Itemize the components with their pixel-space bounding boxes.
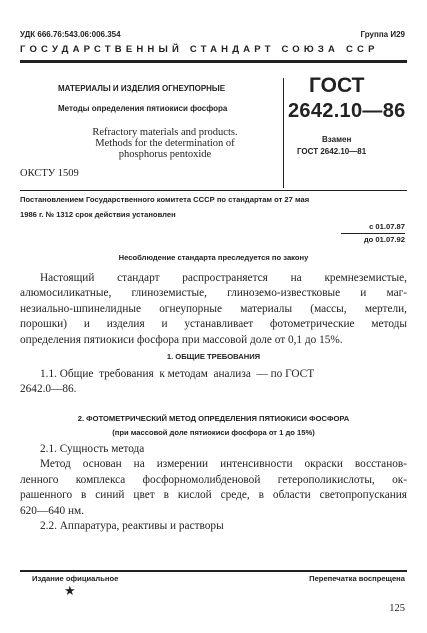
subtitle-ru: Методы определения пятиокиси фосфора bbox=[58, 104, 228, 113]
section-2-line: ленного комплекса фосфорномолибденовой гетерополикислоты, ок- bbox=[20, 473, 407, 486]
section-2-line: Метод основан на измерении интенсивности окраски восстанов- bbox=[40, 458, 407, 471]
section-2-heading: 2. ФОТОМЕТРИЧЕСКИЙ МЕТОД ОПРЕДЕЛЕНИЯ ПЯТИОКИСИ ФОСФОРА bbox=[77, 414, 350, 423]
title-ru: МАТЕРИАЛЫ И ИЗДЕЛИЯ ОГНЕУПОРНЫЕ bbox=[58, 84, 226, 93]
state-standard-banner: ГОСУДАРСТВЕННЫЙ СТАНДАРТ СОЮЗА ССР bbox=[20, 44, 379, 55]
title-en-line-3: phosphorus pentoxide bbox=[118, 149, 212, 160]
footer-rule bbox=[20, 570, 407, 572]
section-2-body bbox=[20, 442, 407, 534]
okstu-code: ОКСТУ 1509 bbox=[20, 168, 79, 179]
header-rule bbox=[20, 60, 407, 63]
intro-line: определения пятиокиси фосфора при массовой доле от 0,1 до 15%. bbox=[20, 333, 343, 346]
section-1-body bbox=[20, 367, 407, 398]
decree-rule bbox=[20, 190, 407, 191]
valid-to: до 01.07.92 bbox=[363, 235, 405, 244]
star-icon: ★ bbox=[64, 584, 76, 599]
intro-line: порошки) и изделия и устанавливает фотометрические методы bbox=[20, 318, 407, 331]
section-2-subheading: (при массовой доле пятиокиси фосфора от 1 до 15%) bbox=[112, 428, 315, 437]
section-1-line-2: 2642.0—86. bbox=[20, 383, 77, 396]
decree-line-1: Постановлением Государственного комитета СССР по стандартам от 27 мая bbox=[20, 195, 310, 204]
intro-paragraph bbox=[20, 271, 407, 348]
replaces-value: ГОСТ 2642.10—81 bbox=[297, 147, 367, 156]
subsection-2-2-title: 2.2. Аппаратура, реактивы и растворы bbox=[40, 520, 224, 533]
subsection-2-1-title: 2.1. Сущность метода bbox=[40, 443, 145, 455]
reprint-prohibited: Перепечатка воспрещена bbox=[309, 574, 405, 583]
valid-from: с 01.07.87 bbox=[369, 222, 405, 231]
intro-line: Настоящий стандарт распространяется на кремнеземистые, bbox=[40, 272, 407, 284]
title-divider bbox=[283, 78, 284, 188]
official-edition: Издание официальное bbox=[32, 574, 119, 583]
intro-line: незиально-шпинелидные огнеупорные материалы (массы, мертели, bbox=[20, 302, 407, 315]
section-2-line: 620—640 нм. bbox=[20, 504, 85, 517]
section-2-line: рашенного в синий цвет в кислой среде, в области светопропускания bbox=[20, 489, 407, 502]
section-1-heading: 1. ОБЩИЕ ТРЕБОВАНИЯ bbox=[166, 352, 261, 361]
title-en-line-1: Refractory materials and products. bbox=[92, 127, 238, 138]
legal-warning: Несоблюдение стандарта преследуется по закону bbox=[118, 253, 309, 262]
gost-number: 2642.10—86 bbox=[288, 100, 406, 122]
udk-code: УДК 666.76:543.06:006.354 bbox=[20, 30, 121, 39]
gost-label: ГОСТ bbox=[309, 74, 365, 97]
decree-line-2: 1986 г. № 1312 срок действия установлен bbox=[20, 210, 176, 219]
intro-line: алюмосиликатные, глиноземистые, глиноземо-известковые и маг- bbox=[20, 287, 407, 300]
group-code: Группа И29 bbox=[360, 30, 405, 39]
title-en-line-2: Methods for the determination of bbox=[95, 138, 235, 149]
section-1-line-1: 1.1. Общие требования к методам анализа — по ГОСТ bbox=[40, 368, 315, 380]
replaces-label: Взамен bbox=[322, 135, 352, 144]
valid-from-rule bbox=[341, 233, 405, 234]
page-number: 125 bbox=[389, 603, 405, 614]
title-en bbox=[60, 127, 270, 160]
